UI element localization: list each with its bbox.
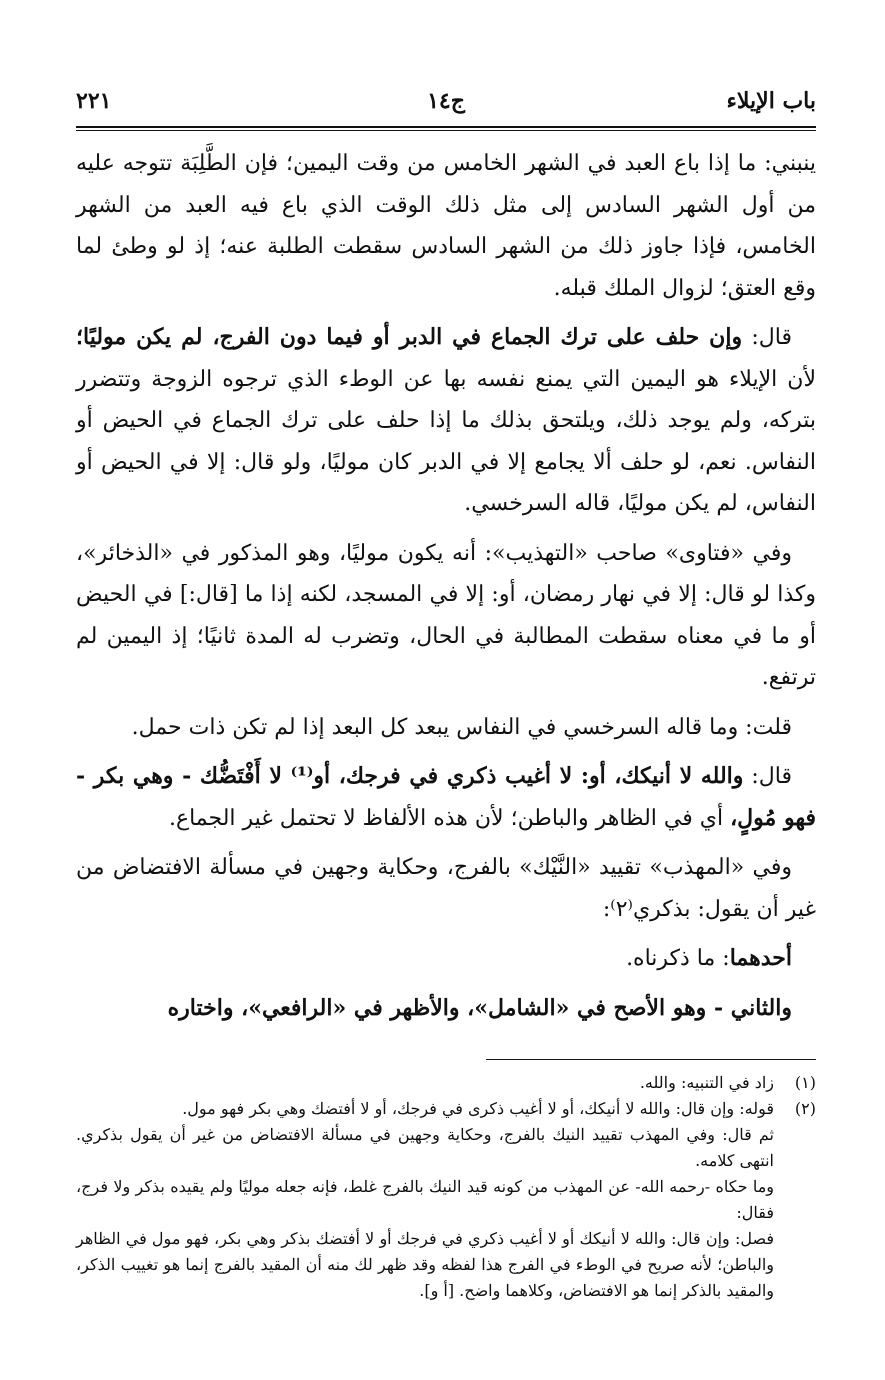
paragraph xyxy=(76,756,816,839)
header-rule xyxy=(76,126,816,131)
paragraph xyxy=(76,988,816,1030)
footnote-body xyxy=(76,1070,774,1096)
section-heading: أحدهما xyxy=(729,945,792,971)
book-page xyxy=(76,88,816,1304)
paragraph: قلت: وما قاله السرخسي في النفاس يبعد كل البعد إذا لم تكن ذات حمل. xyxy=(131,714,792,740)
footnotes xyxy=(76,1070,816,1304)
running-header xyxy=(76,88,816,126)
section-heading: والثاني - وهو الأصح في «الشامل»، والأظهر في «الرافعي»، واختاره xyxy=(167,994,792,1021)
matn-text: وإن حلف على ترك الجماع في الدبر أو فيما دون الفرج، لم يكن موليًا؛ xyxy=(76,324,743,350)
footnote xyxy=(76,1096,816,1304)
footnote-line: ثم قال: وفي المهذب تقييد النيك بالفرج، وحكاية وجهين في مسألة الافتضاض من غير أن يقول بذكري. انتهى كلامه. xyxy=(76,1125,774,1170)
paragraph: وفي «المهذب» تقييد «النَّيْك» بالفرج، وحكاية وجهين في مسألة الافتضاض من غير أن يقول: بذكري⁽٢⁾: xyxy=(76,855,816,922)
commentary-text: لأن الإيلاء هو اليمين التي يمنع نفسه بها عن الوطء الذي ترجوه الزوجة وتتضرر بتركه، ولم يوجد ذلك، ويلتحق بذلك ما إذا حلف على ترك الجماع في الحيض أو النفاس. نعم، لو حلف ألا يجامع إلا في الدبر كان موليًا، ولو قال: إلا في الحيض أو النفاس، لم يكن موليًا، قاله السرخسي. xyxy=(76,366,816,516)
paragraph xyxy=(76,317,816,525)
footnote-rule xyxy=(486,1059,816,1060)
volume-label: ج١٤ xyxy=(427,88,465,114)
footnote-line: قوله: وإن قال: والله لا أنيكك، أو لا أغيب ذكرى في فرجك، أو لا أفتضك وهي بكر فهو مول. xyxy=(182,1099,774,1118)
footnote-number: (٢) xyxy=(794,1099,816,1118)
page-number: ٢٢١ xyxy=(76,88,112,114)
paragraph-prefix: قال: xyxy=(742,325,792,350)
paragraph: ينبني: ما إذا باع العبد في الشهر الخامس من وقت اليمين؛ فإن الطَّلِبَة تتوجه عليه من أول الشهر السادس إلى مثل ذلك الوقت الذي باع فيه العبد من الشهر الخامس، فإذا جاوز ذلك من الشهر السادس سقطت الطلبة عنه؛ إذ لو وطئ لما وقع العتق؛ لزوال الملك قبله. xyxy=(76,151,816,301)
footnote xyxy=(76,1070,816,1096)
commentary-text: : ما ذكرناه. xyxy=(626,946,730,971)
main-text xyxy=(76,143,816,1029)
commentary-text: أي في الظاهر والباطن؛ لأن هذه الألفاظ لا تحتمل غير الجماع. xyxy=(168,805,731,831)
paragraph-prefix: قال: xyxy=(743,764,792,789)
footnote-body xyxy=(76,1096,774,1304)
footnote-number: (١) xyxy=(794,1073,816,1092)
paragraph: وفي «فتاوى» صاحب «التهذيب»: أنه يكون موليًا، وهو المذكور في «الذخائر»، وكذا لو قال: إلا في نهار رمضان، أو: إلا في المسجد، لكنه إذا ما [قال:] في الحيض أو ما في معناه سقطت المطالبة في الحال، وتضرب له المدة ثانيًا؛ إذ اليمين لم ترتفع. xyxy=(76,540,816,690)
footnote-line: زاد في التنبيه: والله. xyxy=(639,1073,774,1092)
footnote-line: وما حكاه -رحمه الله- عن المهذب من كونه قيد النيك بالفرج غلط، فإنه جعله موليًا ولم يقيده بذكر ولا فرج، فقال: xyxy=(76,1177,774,1222)
footnote-line: فصل: وإن قال: والله لا أنيكك أو لا أغيب ذكري في فرجك أو لا أفتضك بذكر وهي بكر، فهو مول في الظاهر والباطن؛ لأنه صريح في الوطء في الفرج هذا لفظه وقد ظهر لك منه أن المقيد بالفرج إنما هو تغييب الذكر، والمقيد بالذكر إنما هو الافتضاض، وكلاهما واضح. [أ و]. xyxy=(76,1229,775,1300)
matn-text: والله لا أنيكك، أو: لا أغيب ذكري في فرجك، أو⁽¹⁾ لا أَفْتَضُّك - وهي بكر - فهو مُولٍ، xyxy=(76,763,816,831)
chapter-title: باب الإيلاء xyxy=(726,88,816,114)
paragraph xyxy=(76,938,816,980)
